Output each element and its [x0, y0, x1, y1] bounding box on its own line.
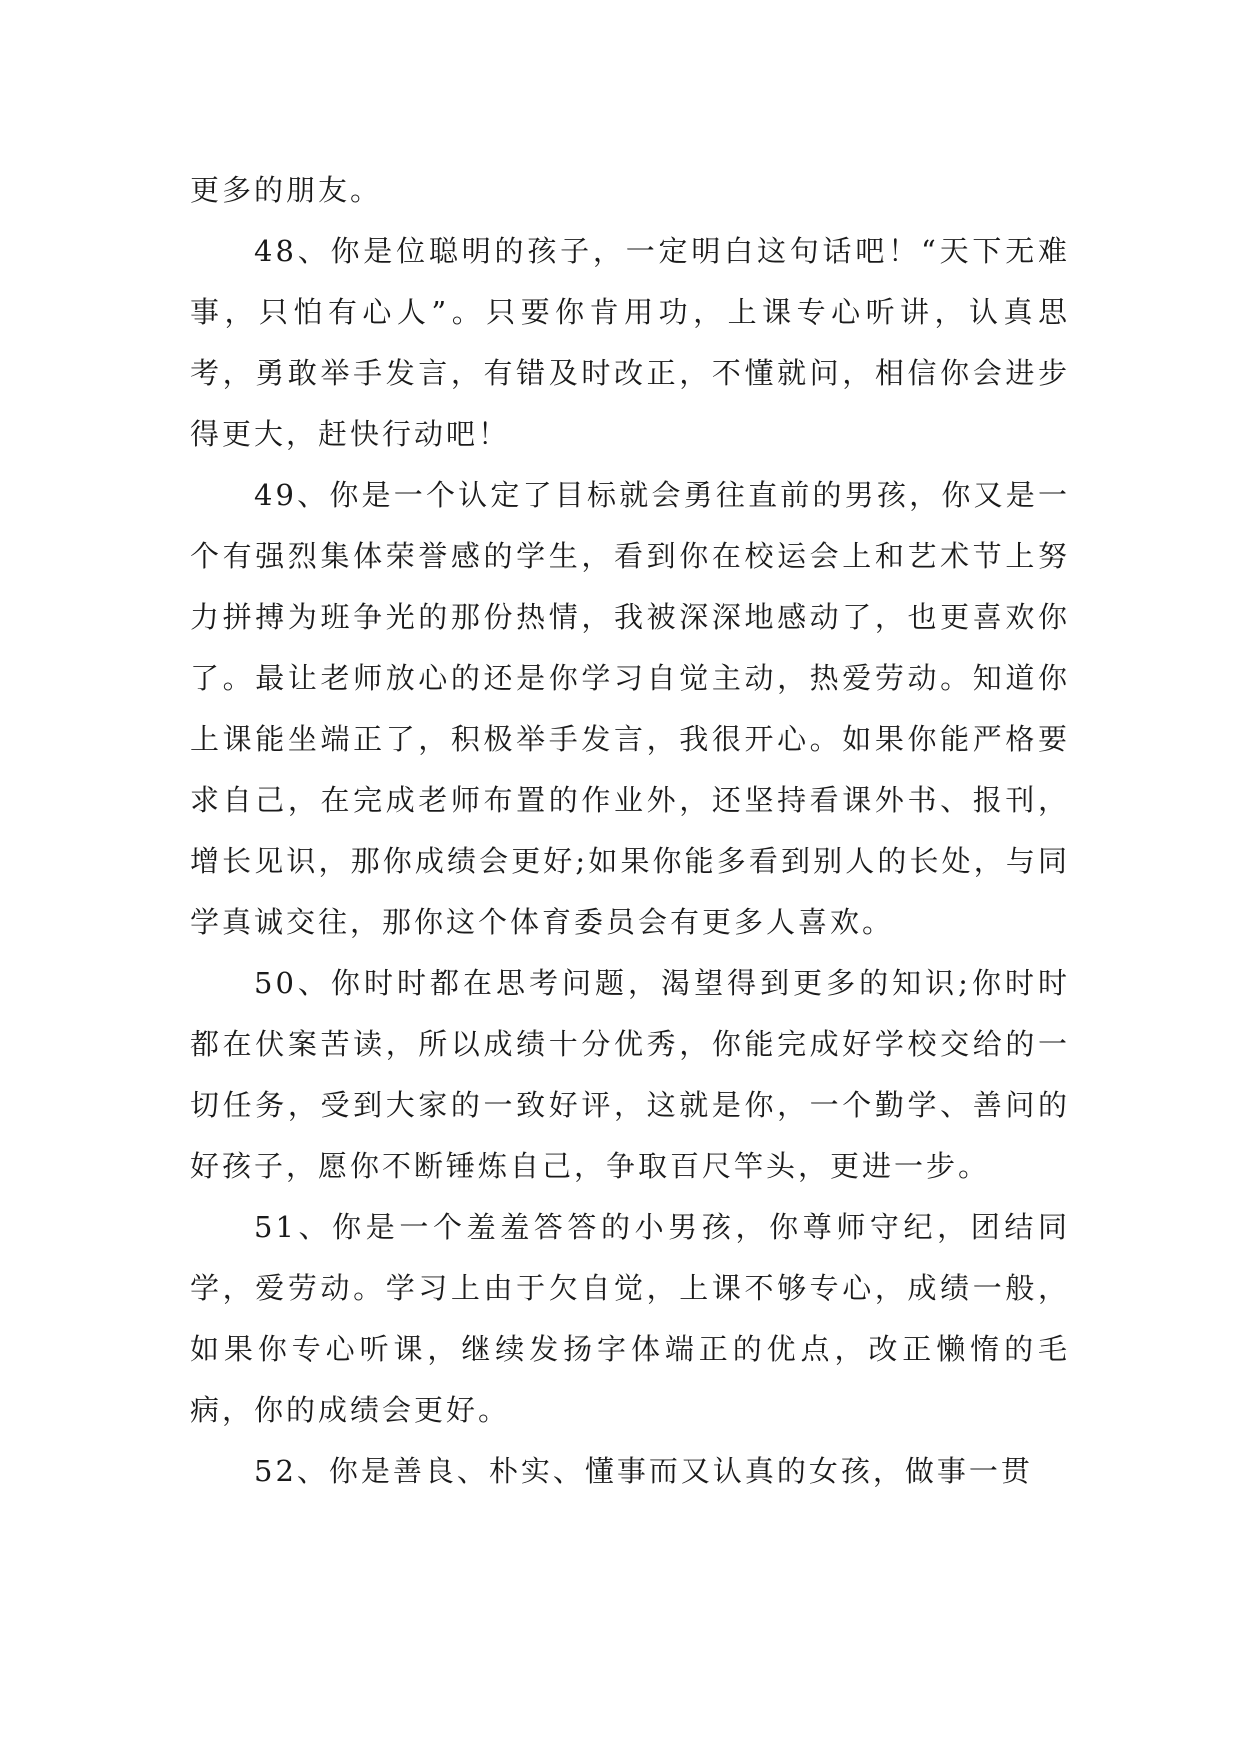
document-body: [190, 160, 1070, 1502]
paragraph-48: 48、你是位聪明的孩子，一定明白这句话吧！“天下无难事，只怕有心人”。只要你肯用功，上课专心听讲，认真思考，勇敢举手发言，有错及时改正，不懂就问，相信你会进步得更大，赶快行动吧！: [190, 234, 1070, 451]
paragraph-continuation: 更多的朋友。: [190, 173, 383, 207]
paragraph-52: 52、你是善良、朴实、懂事而又认真的女孩，做事一贯: [254, 1454, 1033, 1488]
paragraph-51: 51、你是一个羞羞答答的小男孩，你尊师守纪，团结同学，爱劳动。学习上由于欠自觉，上课不够专心，成绩一般，如果你专心听课，继续发扬字体端正的优点，改正懒惰的毛病，你的成绩会更好。: [190, 1210, 1070, 1427]
paragraph-50: 50、你时时都在思考问题，渴望得到更多的知识;你时时都在伏案苦读，所以成绩十分优秀，你能完成好学校交给的一切任务，受到大家的一致好评，这就是你，一个勤学、善问的好孩子，愿你不断锤炼自己，争取百尺竿头，更进一步。: [190, 966, 1070, 1183]
paragraph-49: 49、你是一个认定了目标就会勇往直前的男孩，你又是一个有强烈集体荣誉感的学生，看到你在校运会上和艺术节上努力拼搏为班争光的那份热情，我被深深地感动了，也更喜欢你了。最让老师放心的还是你学习自觉主动，热爱劳动。知道你上课能坐端正了，积极举手发言，我很开心。如果你能严格要求自己，在完成老师布置的作业外，还坚持看课外书、报刊，增长见识，那你成绩会更好;如果你能多看到别人的长处，与同学真诚交往，那你这个体育委员会有更多人喜欢。: [190, 478, 1070, 939]
